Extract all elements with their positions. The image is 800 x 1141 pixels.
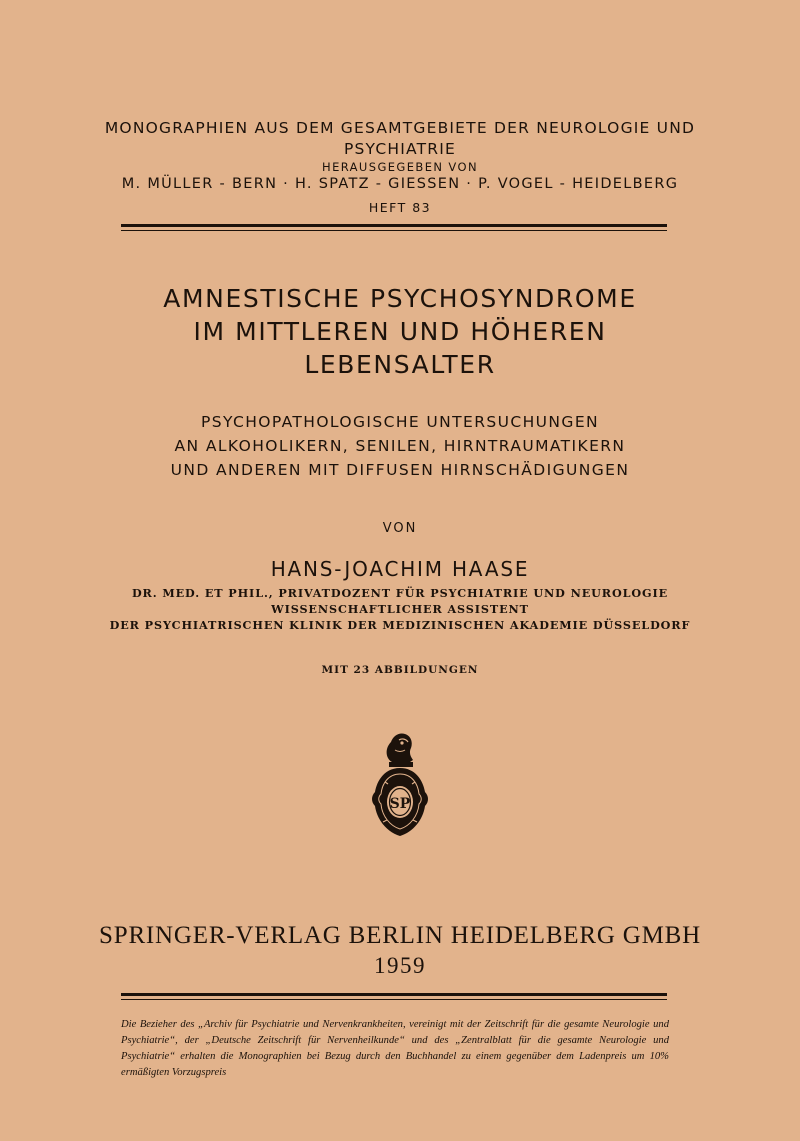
author-affiliation-2: WISSENSCHAFTLICHER ASSISTENT (271, 602, 529, 616)
subtitle-line-3: UND ANDEREN MIT DIFFUSEN HIRNSCHÄDIGUNGEN (170, 461, 630, 479)
author-name: HANS-JOACHIM HAASE (270, 557, 530, 581)
book-title-line-1: AMNESTISCHE PSYCHOSYNDROME (163, 284, 637, 313)
by-label: VON (382, 521, 418, 536)
top-rule-thin (121, 230, 667, 231)
series-title-line-2: PSYCHIATRIE (343, 140, 457, 158)
series-title-line-1: MONOGRAPHIEN AUS DEM GESAMTGEBIETE DER NEUROLOGIE UND (104, 119, 696, 137)
logo-monogram: SP (389, 796, 411, 812)
author-affiliation-3: DER PSYCHIATRISCHEN KLINIK DER MEDIZINISCHEN AKADEMIE DÜSSELDORF (109, 618, 691, 632)
springer-knight-emblem-icon (355, 728, 445, 848)
subscriber-footnote: Die Bezieher des „Archiv für Psychiatrie und Nervenkrankheiten, vereinigt mit der Zeitschrift für die gesamte Neurologie und Psychiatrie“, der „Deutsche Zeitschrift für Nervenheilkunde“ und des „Zentralblatt für die gesamte Neurologie und Psychiatrie“ erhalten die Monographien bei Bezug durch den Buchhandel zu einem gegenüber dem Ladenpreis um 10% ermäßigten Vorzugspreis (121, 1019, 669, 1078)
subtitle-line-2: AN ALKOHOLIKERN, SENILEN, HIRNTRAUMATIKERN (174, 437, 626, 455)
bottom-rule-thin (121, 999, 667, 1000)
edited-by-label: HERAUSGEGEBEN VON (322, 160, 478, 174)
author-affiliation-1: DR. MED. ET PHIL., PRIVATDOZENT FÜR PSYCHIATRIE UND NEUROLOGIE (131, 586, 669, 600)
subtitle-line-1: PSYCHOPATHOLOGISCHE UNTERSUCHUNGEN (200, 413, 600, 431)
issue-number: HEFT 83 (368, 200, 432, 215)
publisher-name: SPRINGER-VERLAG BERLIN HEIDELBERG GMBH (99, 922, 701, 949)
editors-line: M. MÜLLER - BERN · H. SPATZ - GIESSEN · P. VOGEL - HEIDELBERG (121, 176, 679, 192)
top-rule-thick (121, 224, 667, 227)
bottom-rule-thick (121, 993, 667, 996)
book-title-line-3: LEBENSALTER (304, 350, 496, 379)
publication-year: 1959 (374, 953, 426, 978)
figures-note: MIT 23 ABBILDUNGEN (321, 664, 479, 676)
book-title-line-2: IM MITTLEREN UND HÖHEREN (193, 317, 607, 346)
